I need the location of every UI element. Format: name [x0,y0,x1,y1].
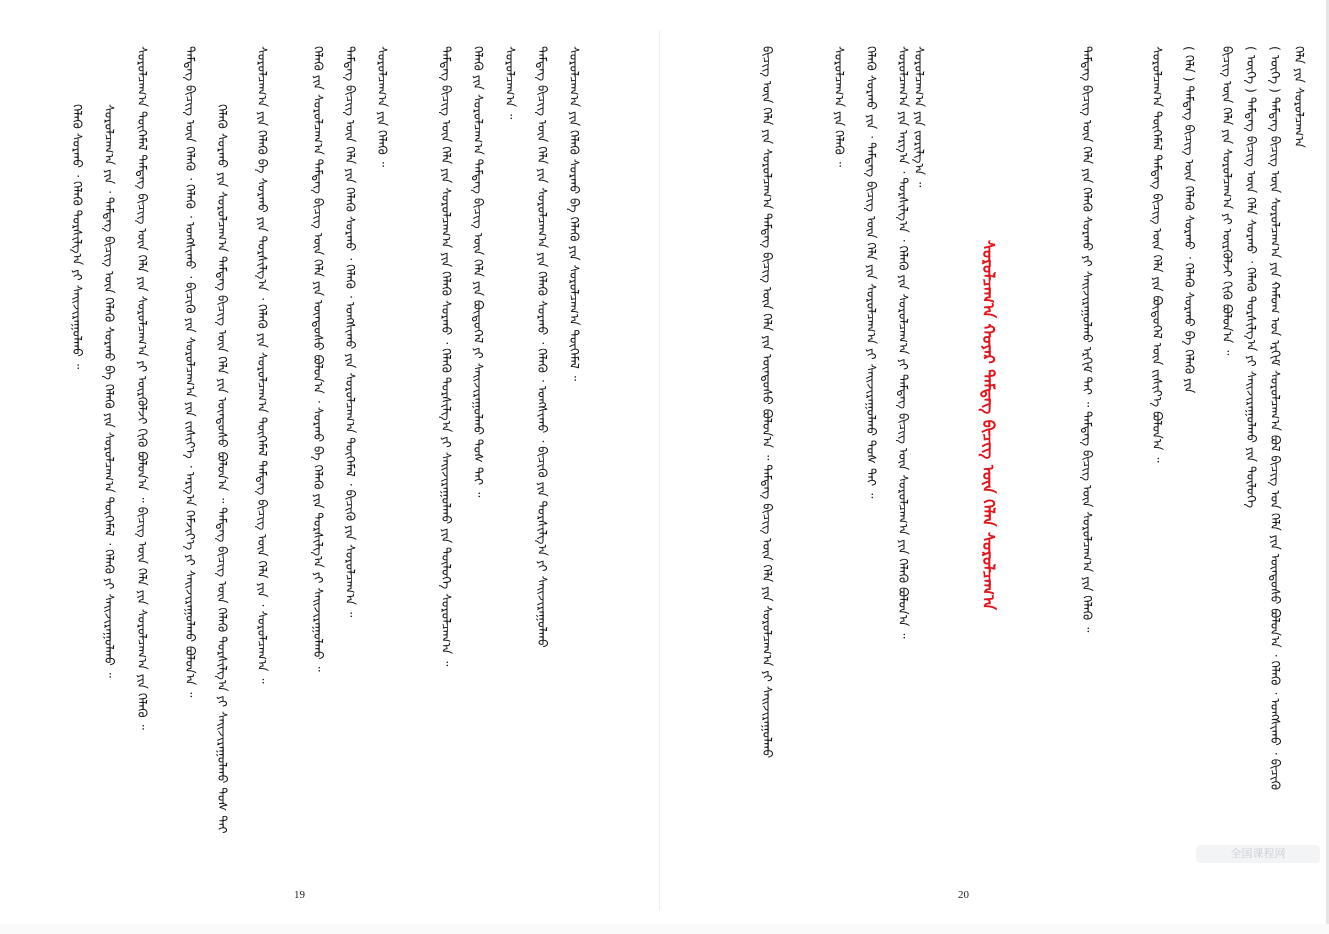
text-column: ᠰᠤᠷᠤᠯᠴᠠᠭ᠎ᠠ ᠶᠢᠨ ᠬᠡᠯᠡᠬᠦ ᠰᠤᠷᠬᠤ ᠪᠠ ᠬᠡᠯᠡᠬᠦ ᠶᠢᠨ ᠰᠤᠷᠤᠯᠴᠠᠭ᠎ᠠ ᠲᠦᠭᠡᠮᠡᠯ ᠃ [567,46,582,382]
text-column: ᠲᠡᠮᠳᠡᠭ ᠪᠢᠴᠢᠭ ᠦᠨ ᠬᠡᠯᠡᠬᠦ ᠂ ᠬᠡᠯᠡᠬᠦ ᠂ ᠤᠩᠰᠢᠬᠤ ᠂ ᠪᠢᠴᠢᠬᠦ ᠶᠢᠨ ᠰᠤᠷᠤᠯᠴᠠᠭ᠎ᠠ ᠶᠢᠨ ᠵᠢᠱᠢᠶ᠎ᠡ ᠂ ᠠᠷᠭ᠎ᠠ ᠬᠡᠮᠵᠢᠶ᠎ᠡ ᠶᠢ ᠰᠠᠢᠵᠢᠷᠠᠭᠤᠯᠬᠤ ᠪᠣᠯᠤᠨ᠎ᠠ ᠃ [183,46,198,698]
text-column: ᠰᠤᠷᠤᠯᠴᠠᠭ᠎ᠠ ᠲᠦᠭᠡᠮᠡᠯ ᠲᠡᠮᠳᠡᠭ ᠪᠢᠴᠢᠭ ᠦᠨ ᠬᠡᠯᠡ ᠶᠢᠨ ᠰᠤᠷᠤᠯᠴᠠᠭ᠎ᠠ ᠶᠢ ᠦᠷᠭᠦᠯᠵᠢ ᠬᠢᠬᠦ ᠪᠣᠯᠤᠨ᠎ᠠ ᠃ ᠪᠢᠴᠢᠭ ᠦᠨ ᠬᠡᠯᠡ ᠶᠢᠨ ᠰᠤᠷᠤᠯᠴᠠᠭ᠎ᠠ ᠶᠢᠨ ᠬᠡᠯᠡᠬᠦ ᠃ [135,46,150,730]
text-column: ᠰᠤᠷᠤᠯᠴᠠᠭ᠎ᠠ ᠶᠢᠨ ᠂ ᠲᠡᠮᠳᠡᠭ ᠪᠢᠴᠢᠭ ᠦᠨ ᠬᠡᠯᠡᠬᠦ ᠰᠤᠷᠬᠤ ᠪᠠ ᠬᠡᠯᠡᠬᠦ ᠶᠢᠨ ᠰᠤᠷᠤᠯᠴᠠᠭ᠎ᠠ ᠲᠦᠭᠡᠮᠡᠯ ᠂ ᠬᠡᠯᠡᠬᠦ ᠶᠢ ᠰᠠᠢᠵᠢᠷᠠᠭᠤᠯᠬᠤ ᠃ [102,104,117,678]
text-column: ᠬᠡᠯᠡᠬᠦ ᠶᠢᠨ ᠰᠤᠷᠤᠯᠴᠠᠭ᠎ᠠ ᠲᠡᠮᠳᠡᠭ ᠪᠢᠴᠢᠭ ᠦᠨ ᠬᠡᠯᠡ ᠶᠢᠨ ᠪᠦᠲᠦᠭᠡᠯ ᠶᠢ ᠰᠠᠢᠵᠢᠷᠠᠭᠤᠯᠬᠤ ᠲᠤᠰ ᠲᠠᠢ ᠃ [471,46,486,498]
text-column: ᠬᠡᠯᠡᠬᠦ ᠰᠤᠷᠬᠤ ᠂ ᠬᠡᠯᠡᠬᠦ ᠲᠤᠷᠰᠢᠯᠭ᠎ᠠ ᠶᠢ ᠰᠠᠢᠵᠢᠷᠠᠭᠤᠯᠬᠤ ᠃ [70,104,85,370]
page-number: 20 [958,889,969,901]
text-column: ᠬᠡᠯᠡᠬᠦ ᠰᠤᠷᠬᠤ ᠶᠢᠨ ᠰᠤᠷᠤᠯᠴᠠᠭ᠎ᠠ ᠲᠡᠮᠳᠡᠭ ᠪᠢᠴᠢᠭ ᠦᠨ ᠬᠡᠯᠡ ᠶᠢᠨ ᠦᠨᠳᠦᠰᠦ ᠪᠣᠯᠤᠨ᠎ᠠ ᠃ ᠲᠡᠮᠳᠡᠭ ᠪᠢᠴᠢᠭ ᠦᠨ ᠬᠡᠯᠡᠬᠦ ᠲᠤᠷᠰᠢᠯᠭ᠎ᠠ ᠶᠢ ᠰᠠᠢᠵᠢᠷᠠᠭᠤᠯᠬᠤ ᠲᠤᠰ ᠲᠠᠢ [215,104,230,834]
page-number: 19 [294,889,305,901]
text-column: ᠰᠤᠷᠤᠯᠴᠠᠭ᠎ᠠ ᠲᠦᠭᠡᠮᠡᠯ ᠲᠡᠮᠳᠡᠭ ᠪᠢᠴᠢᠭ ᠦᠨ ᠬᠡᠯᠡ ᠶᠢᠨ ᠪᠦᠲᠦᠭᠡᠯ ᠦᠨ ᠵᠢᠱᠢᠶ᠎ᠡ ᠪᠣᠯᠤᠨ᠎ᠠ ᠃ [1150,46,1165,463]
bottom-edge [0,924,1329,934]
section-title: ᠰᠤᠷᠤᠯᠴᠠᠭ᠎ᠠ ᠬᠤᠶᠠᠷ ᠲᠡᠮᠳᠡᠭ ᠪᠢᠴᠢᠭ ᠦᠨ ᠬᠡᠯᠡᠨ ᠰᠤᠷᠤᠯᠴᠠᠭ᠎ᠠ [979,240,998,611]
text-column: ᠲᠡᠮᠳᠡᠭ ᠪᠢᠴᠢᠭ ᠦᠨ ᠬᠡᠯᠡ ᠶᠢᠨ ᠬᠡᠯᠡᠬᠦ ᠰᠤᠷᠬᠤ ᠂ ᠬᠡᠯᠡᠬᠦ ᠂ ᠤᠩᠰᠢᠬᠤ ᠶᠢᠨ ᠰᠤᠷᠤᠯᠴᠠᠭ᠎ᠠ ᠲᠦᠭᠡᠮᠡᠯ ᠂ ᠪᠢᠴᠢᠬᠦ ᠶᠢᠨ ᠰᠤᠷᠤᠯᠴᠠᠭ᠎ᠠ ᠃ [343,46,358,618]
text-column: ( ᠬᠡᠯᠡ ) ᠲᠡᠮᠳᠡᠭ ᠪᠢᠴᠢᠭ ᠦᠨ ᠬᠡᠯᠡᠬᠦ ᠰᠤᠷᠬᠤ ᠂ ᠬᠡᠯᠡᠬᠦ ᠰᠤᠷᠬᠤ ᠪᠠ ᠬᠡᠯᠡᠬᠦ ᠶᠢᠨ [1182,46,1197,394]
text-column: ᠰᠤᠷᠤᠯᠴᠠᠭ᠎ᠠ ᠶᠢᠨ ᠠᠷᠭ᠎ᠠ ᠂ ᠲᠤᠷᠰᠢᠯᠭ᠎ᠠ ᠂ ᠬᠡᠯᠡᠬᠦ ᠶᠢᠨ ᠰᠤᠷᠤᠯᠴᠠᠭ᠎ᠠ ᠶᠢ ᠲᠡᠮᠳᠡᠭ ᠪᠢᠴᠢᠭ ᠦᠨ ᠰᠤᠷᠤᠯᠴᠠᠭ᠎ᠠ ᠶᠢᠨ ᠬᠡᠯᠡᠬᠦ ᠪᠣᠯᠤᠨ᠎ᠠ ᠃ [896,46,911,639]
text-column: ( ᠦᠭᠡ ) ᠲᠡᠮᠳᠡᠭ ᠪᠢᠴᠢᠭ ᠦᠨ ᠰᠤᠷᠤᠯᠴᠠᠭ᠎ᠠ ᠶᠢᠨ ᠬᠠᠮᠤᠭ ᠤᠨ ᠡᠷᠬᠢᠮ ᠰᠤᠷᠤᠯᠴᠠᠭ᠎ᠠ ᠪᠣᠯ ᠪᠢᠴᠢᠭ ᠤᠨ ᠬᠡᠯᠡ ᠶᠢᠨ ᠦᠨᠳᠦᠰᠦ ᠪᠣᠯᠤᠨ᠎ᠠ ᠂ ᠬᠡᠯᠡᠬᠦ ᠂ ᠤᠩᠰᠢᠬᠤ ᠂ ᠪᠢᠴᠢᠬᠦ [1268,46,1283,791]
text-column: ᠰᠤᠷᠤᠯᠴᠠᠭ᠎ᠠ ᠶᠢᠨ ᠬᠡᠯᠡᠬᠦ ᠃ [375,46,390,168]
left-page [0,0,660,934]
text-column: ᠰᠤᠷᠤᠯᠴᠠᠭ᠎ᠠ ᠶᠢᠨ ᠬᠡᠯᠡᠬᠦ ᠃ [832,46,847,168]
text-column: ᠪᠢᠴᠢᠭ ᠦᠨ ᠬᠡᠯᠡ ᠶᠢᠨ ᠰᠤᠷᠤᠯᠴᠠᠭ᠎ᠠ ᠶᠢ ᠦᠷᠭᠦᠯᠵᠢ ᠬᠢᠬᠦ ᠪᠣᠯᠤᠨ᠎ᠠ ᠃ [1220,46,1235,356]
text-column: ᠲᠡᠮᠳᠡᠭ ᠪᠢᠴᠢᠭ ᠦᠨ ᠬᠡᠯᠡ ᠶᠢᠨ ᠬᠡᠯᠡᠬᠦ ᠰᠤᠷᠬᠤ ᠶᠢ ᠰᠠᠢᠵᠢᠷᠠᠭᠤᠯᠬᠤ ᠡᠷᠬᠢᠮ ᠲᠠᠢ ᠃ ᠲᠡᠮᠳᠡᠭ ᠪᠢᠴᠢᠭ ᠦᠨ ᠰᠤᠷᠤᠯᠴᠠᠭ᠎ᠠ ᠶᠢᠨ ᠬᠡᠯᠡᠬᠦ ᠃ [1080,46,1095,633]
right-page [660,0,1329,934]
text-column: ᠬᠡᠯᠡᠬᠦ ᠶᠢᠨ ᠰᠤᠷᠤᠯᠴᠠᠭ᠎ᠠ ᠲᠡᠮᠳᠡᠭ ᠪᠢᠴᠢᠭ ᠦᠨ ᠬᠡᠯᠡ ᠶᠢᠨ ᠦᠨᠳᠦᠰᠦ ᠪᠣᠯᠤᠨ᠎ᠠ ᠂ ᠰᠤᠷᠬᠤ ᠪᠠ ᠬᠡᠯᠡᠬᠦ ᠶᠢᠨ ᠲᠤᠷᠰᠢᠯᠭ᠎ᠠ ᠶᠢ ᠰᠠᠢᠵᠢᠷᠠᠭᠤᠯᠬᠤ ᠃ [311,46,326,672]
text-column: ᠰᠤᠷᠤᠯᠴᠠᠭ᠎ᠠ ᠶᠢᠨ ᠵᠣᠷᠢᠯᠭ᠎ᠠ ᠃ [912,46,927,188]
text-column: ᠬᠡᠯᠡ ᠶᠢᠨ ᠰᠤᠷᠤᠯᠴᠠᠭ᠎ᠠ [1292,46,1307,148]
text-column: ( ᠦᠭᠡ ) ᠲᠡᠮᠳᠡᠭ ᠪᠢᠴᠢᠭ ᠦᠨ ᠬᠡᠯᠡ ᠰᠤᠷᠬᠤ ᠂ ᠬᠡᠯᠡᠬᠦ ᠲᠤᠷᠰᠢᠯᠭ᠎ᠠ ᠶᠢ ᠰᠠᠢᠵᠢᠷᠠᠭᠤᠯᠬᠤ ᠶᠢᠨ ᠲᠥᠯᠦᠭᠡ [1244,46,1259,509]
text-column: ᠬᠡᠯᠡᠬᠦ ᠰᠤᠷᠬᠤ ᠶᠢᠨ ᠂ ᠲᠡᠮᠳᠡᠭ ᠪᠢᠴᠢᠭ ᠦᠨ ᠬᠡᠯᠡ ᠶᠢᠨ ᠰᠤᠷᠤᠯᠴᠠᠭ᠎ᠠ ᠶᠢ ᠰᠠᠢᠵᠢᠷᠠᠭᠤᠯᠬᠤ ᠲᠤᠰ ᠲᠠᠢ ᠃ [864,46,879,499]
text-column: ᠪᠢᠴᠢᠭ ᠦᠨ ᠬᠡᠯᠡ ᠶᠢᠨ ᠰᠤᠷᠤᠯᠴᠠᠭ᠎ᠠ ᠲᠡᠮᠳᠡᠭ ᠪᠢᠴᠢᠭ ᠦᠨ ᠬᠡᠯᠡ ᠶᠢᠨ ᠦᠨᠳᠦᠰᠦ ᠪᠣᠯᠤᠨ᠎ᠠ ᠃ ᠲᠡᠮᠳᠡᠭ ᠪᠢᠴᠢᠭ ᠦᠨ ᠬᠡᠯᠡ ᠶᠢᠨ ᠰᠤᠷᠤᠯᠴᠠᠭ᠎ᠠ ᠶᠢ ᠰᠠᠢᠵᠢᠷᠠᠭᠤᠯᠬᠤ [760,46,775,759]
text-column: ᠰᠤᠷᠤᠯᠴᠠᠭ᠎ᠠ ᠶᠢᠨ ᠬᠡᠯᠡᠬᠦ ᠪᠠ ᠰᠤᠷᠬᠤ ᠶᠢᠨ ᠲᠤᠷᠰᠢᠯᠭ᠎ᠠ ᠂ ᠬᠡᠯᠡᠬᠦ ᠶᠢᠨ ᠰᠤᠷᠤᠯᠴᠠᠭ᠎ᠠ ᠲᠦᠭᠡᠮᠡᠯ ᠲᠡᠮᠳᠡᠭ ᠪᠢᠴᠢᠭ ᠦᠨ ᠬᠡᠯᠡ ᠶᠢᠨ ᠂ ᠰᠤᠷᠤᠯᠴᠠᠭ᠎ᠠ ᠃ [255,46,270,684]
watermark: 全国课程网 [1196,845,1320,863]
text-column: ᠲᠡᠮᠳᠡᠭ ᠪᠢᠴᠢᠭ ᠦᠨ ᠬᠡᠯᠡ ᠶᠢᠨ ᠰᠤᠷᠤᠯᠴᠠᠭ᠎ᠠ ᠶᠢᠨ ᠬᠡᠯᠡᠬᠦ ᠰᠤᠷᠬᠤ ᠂ ᠬᠡᠯᠡᠬᠦ ᠂ ᠤᠩᠰᠢᠬᠤ ᠂ ᠪᠢᠴᠢᠬᠦ ᠶᠢᠨ ᠲᠤᠷᠰᠢᠯᠭ᠎ᠠ ᠶᠢ ᠰᠠᠢᠵᠢᠷᠠᠭᠤᠯᠬᠤ [535,46,550,648]
text-column: ᠰᠤᠷᠤᠯᠴᠠᠭ᠎ᠠ ᠃ [503,46,518,120]
text-column: ᠲᠡᠮᠳᠡᠭ ᠪᠢᠴᠢᠭ ᠦᠨ ᠬᠡᠯᠡ ᠶᠢᠨ ᠰᠤᠷᠤᠯᠴᠠᠭ᠎ᠠ ᠶᠢᠨ ᠬᠡᠯᠡᠬᠦ ᠰᠤᠷᠬᠤ ᠂ ᠬᠡᠯᠡᠬᠦ ᠲᠤᠷᠰᠢᠯᠭ᠎ᠠ ᠶᠢ ᠰᠠᠢᠵᠢᠷᠠᠭᠤᠯᠬᠤ ᠶᠢᠨ ᠲᠥᠯᠦᠭᠡ ᠰᠤᠷᠤᠯᠴᠠᠭ᠎ᠠ ᠃ [439,46,454,667]
